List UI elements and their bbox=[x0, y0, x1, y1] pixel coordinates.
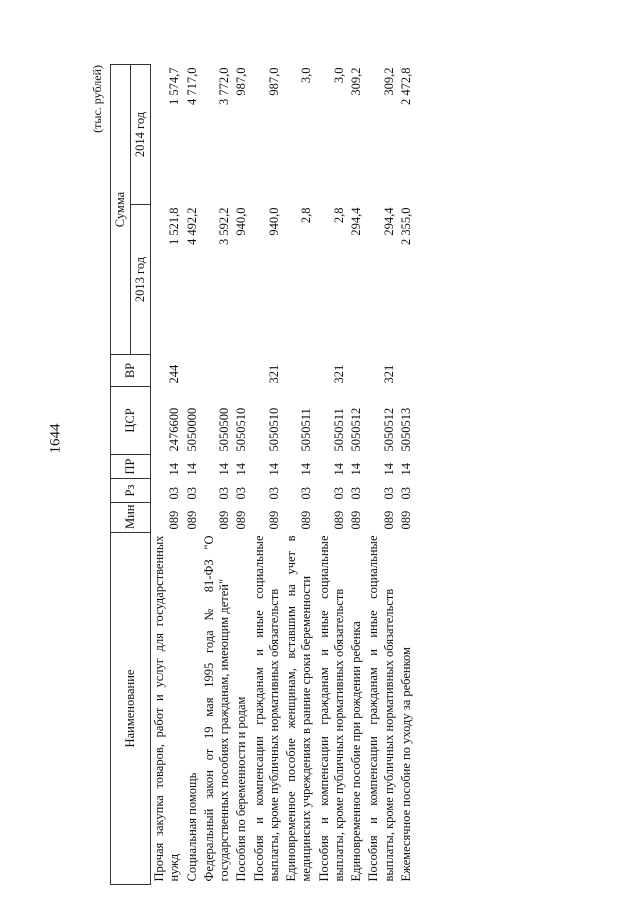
row-pr: 14 bbox=[349, 463, 363, 476]
row-min: 089 bbox=[234, 510, 249, 530]
table-row bbox=[365, 65, 398, 885]
row-sum-2013: 1 521,8 bbox=[167, 207, 182, 245]
row-rz: 03 bbox=[167, 487, 182, 500]
row-sum-2013: 4 492,2 bbox=[184, 207, 199, 245]
row-csr: 5050000 bbox=[184, 407, 199, 452]
row-name: Единовременное пособие при рождении ребенка bbox=[349, 621, 363, 882]
header-rz: Рз bbox=[111, 479, 151, 503]
row-pr: 14 bbox=[381, 463, 396, 476]
row-min: 089 bbox=[167, 510, 182, 530]
header-sum: Сумма bbox=[111, 65, 131, 355]
row-sum-2013: 2,8 bbox=[299, 207, 314, 224]
row-rz: 03 bbox=[234, 487, 249, 500]
row-min: 089 bbox=[217, 510, 231, 530]
row-rz: 03 bbox=[299, 487, 314, 500]
header-min: Мин bbox=[111, 503, 151, 533]
row-rz: 03 bbox=[217, 487, 231, 500]
header-csr: ЦСР bbox=[111, 387, 151, 455]
page-number: 1644 bbox=[47, 423, 64, 454]
row-sum-2014: 309,2 bbox=[381, 67, 396, 96]
row-rz: 03 bbox=[398, 487, 413, 500]
row-min: 089 bbox=[331, 510, 346, 530]
row-sum-2013: 2 355,0 bbox=[398, 207, 413, 245]
row-pr: 14 bbox=[184, 463, 199, 476]
row-name: Пособия по беременности и родам bbox=[234, 696, 249, 882]
row-name: Федеральный закон от 19 мая 1995 года № 81-ФЗ "О государственных пособиях гражданам, имеющим детей" bbox=[201, 535, 231, 882]
header-vr: ВР bbox=[111, 355, 151, 387]
row-sum-2013: 3 592,2 bbox=[217, 207, 231, 245]
row-rz: 03 bbox=[266, 487, 281, 500]
row-sum-2013: 940,0 bbox=[266, 207, 281, 236]
row-sum-2014: 987,0 bbox=[266, 67, 281, 96]
row-name: Ежемесячное пособие по уходу за ребенком bbox=[398, 647, 413, 882]
table-row bbox=[233, 65, 250, 885]
row-min: 089 bbox=[266, 510, 281, 530]
row-sum-2014: 3,0 bbox=[331, 67, 346, 84]
row-csr: 5050512 bbox=[381, 407, 396, 452]
row-min: 089 bbox=[398, 510, 413, 530]
row-sum-2013: 940,0 bbox=[234, 207, 249, 236]
table-body bbox=[151, 65, 416, 885]
table-row bbox=[398, 65, 415, 885]
header-name: Наименование bbox=[111, 533, 151, 885]
row-vr bbox=[348, 355, 365, 387]
row-rz: 03 bbox=[349, 487, 363, 500]
row-name: Пособия и компенсации гражданам и иные социальные выплаты, кроме публичных нормативных обязательств bbox=[366, 535, 396, 882]
table-row bbox=[316, 65, 349, 885]
table-row bbox=[251, 65, 284, 885]
row-pr: 14 bbox=[234, 463, 249, 476]
row-pr: 14 bbox=[266, 463, 281, 476]
row-min: 089 bbox=[381, 510, 396, 530]
row-pr: 14 bbox=[398, 463, 413, 476]
row-sum-2014: 2 472,8 bbox=[398, 67, 413, 105]
row-min: 089 bbox=[349, 510, 363, 530]
table-row bbox=[151, 65, 184, 885]
row-csr: 5050500 bbox=[217, 407, 231, 452]
header-2014: 2014 год bbox=[131, 65, 151, 205]
row-vr: 244 bbox=[167, 364, 182, 384]
row-sum-2013: 294,4 bbox=[349, 207, 363, 236]
row-sum-2014: 4 717,0 bbox=[184, 67, 199, 105]
row-rz: 03 bbox=[184, 487, 199, 500]
row-min: 089 bbox=[184, 510, 199, 530]
table-row bbox=[201, 65, 234, 885]
row-sum-2014: 1 574,7 bbox=[167, 67, 182, 105]
row-sum-2014: 3,0 bbox=[299, 67, 314, 84]
row-name: Прочая закупка товаров, работ и услуг для государственных нужд bbox=[152, 535, 182, 882]
row-pr: 14 bbox=[167, 463, 182, 476]
row-csr: 5050511 bbox=[299, 408, 314, 452]
row-csr: 2476600 bbox=[167, 407, 182, 452]
row-rz: 03 bbox=[381, 487, 396, 500]
row-min: 089 bbox=[299, 510, 314, 530]
row-csr: 5050510 bbox=[266, 407, 281, 452]
row-vr: 321 bbox=[381, 364, 396, 384]
row-name: Пособия и компенсации гражданам и иные социальные выплаты, кроме публичных нормативных обязательств bbox=[251, 535, 281, 882]
table-row bbox=[184, 65, 201, 885]
row-csr: 5050510 bbox=[234, 407, 249, 452]
row-sum-2013: 294,4 bbox=[381, 207, 396, 236]
row-sum-2014: 3 772,0 bbox=[217, 67, 231, 105]
row-sum-2014: 309,2 bbox=[349, 67, 363, 96]
row-vr bbox=[201, 355, 234, 387]
row-vr bbox=[283, 355, 316, 387]
header-pr: ПР bbox=[111, 455, 151, 479]
row-name: Социальная помощь bbox=[184, 772, 199, 882]
row-name: Пособия и компенсации гражданам и иные социальные выплаты, кроме публичных нормативных обязательств bbox=[316, 535, 346, 882]
row-sum-2014: 987,0 bbox=[234, 67, 249, 96]
budget-table bbox=[110, 64, 415, 885]
header-2013: 2013 год bbox=[131, 205, 151, 355]
row-sum-2013: 2,8 bbox=[331, 207, 346, 224]
row-vr bbox=[398, 355, 415, 387]
row-pr: 14 bbox=[217, 463, 231, 476]
row-csr: 5050511 bbox=[331, 408, 346, 452]
row-pr: 14 bbox=[299, 463, 314, 476]
row-csr: 5050512 bbox=[349, 407, 363, 452]
unit-note: (тыс. рублей) bbox=[90, 65, 104, 133]
row-vr bbox=[184, 355, 201, 387]
row-rz: 03 bbox=[331, 487, 346, 500]
rotated-budget-sheet bbox=[90, 65, 550, 885]
table-row bbox=[283, 65, 316, 885]
row-pr: 14 bbox=[331, 463, 346, 476]
row-vr: 321 bbox=[331, 364, 346, 384]
row-vr: 321 bbox=[266, 364, 281, 384]
row-csr: 5050513 bbox=[398, 407, 413, 452]
row-vr bbox=[233, 355, 250, 387]
table-row bbox=[348, 65, 365, 885]
row-name: Единовременное пособие женщинам, вставшим на учет в медицинских учреждениях в ранние сроки беременности bbox=[284, 535, 314, 882]
